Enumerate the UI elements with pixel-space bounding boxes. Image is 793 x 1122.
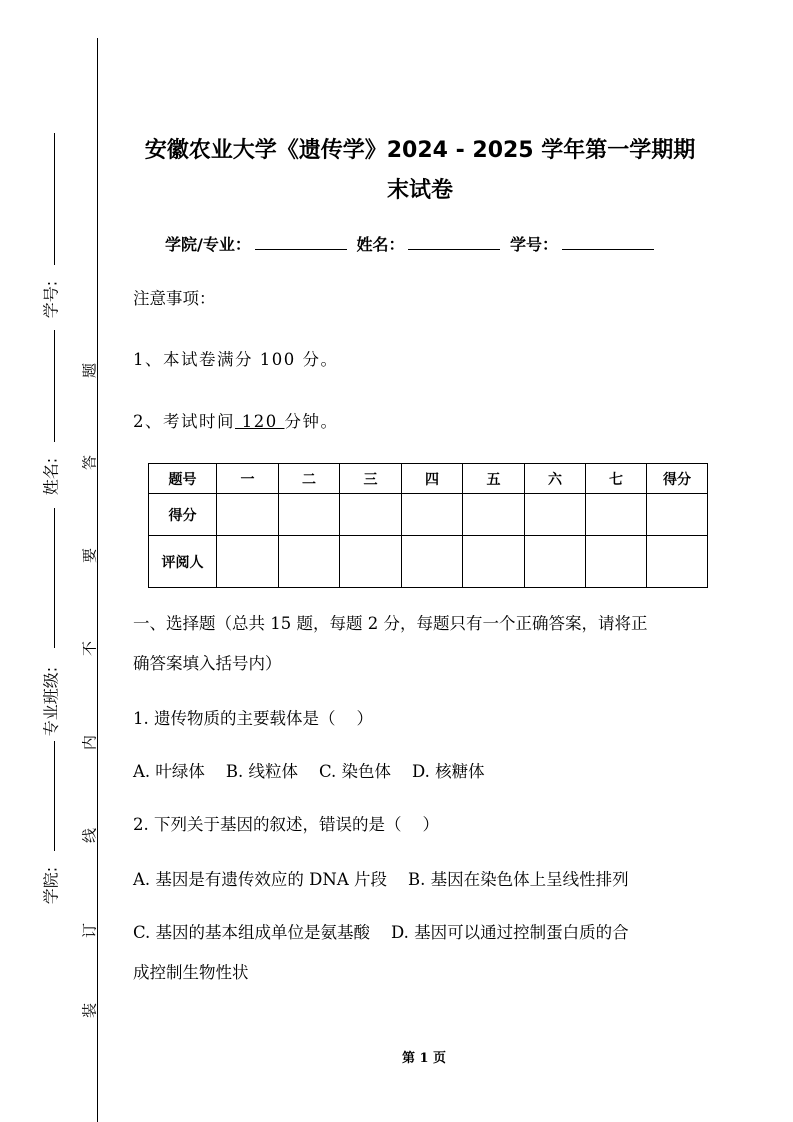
grader-cell	[279, 536, 340, 588]
grader-cell	[340, 536, 402, 588]
page-number: 第 1 页	[401, 1051, 447, 1066]
grader-cell	[525, 536, 586, 588]
exam-duration-value: 120	[235, 412, 285, 431]
table-header-cell: 三	[340, 464, 402, 494]
table-row	[149, 536, 708, 588]
student-id-label: 学号：	[510, 235, 559, 254]
table-header-cell: 七	[586, 464, 647, 494]
table-row	[149, 494, 708, 536]
question-2-stem: 2. 下列关于基因的叙述，错误的是（ ）	[133, 815, 439, 834]
score-cell	[463, 494, 525, 536]
section1-heading-line2: 确答案填入括号内）	[133, 654, 282, 673]
note-item-2-suffix: 分钟。	[284, 412, 339, 431]
note-item-2	[133, 408, 338, 432]
seal-char: 订	[80, 923, 99, 939]
table-header-cell: 五	[463, 464, 525, 494]
seal-char: 不	[80, 641, 99, 657]
row-label: 评阅人	[149, 536, 217, 588]
seal-char: 内	[80, 735, 99, 751]
seal-char: 线	[80, 828, 99, 844]
margin-college-label: 学院:	[41, 866, 61, 905]
name-field[interactable]	[408, 235, 500, 250]
table-header-cell: 一	[217, 464, 279, 494]
name-label: 姓名：	[356, 235, 405, 254]
grader-cell	[402, 536, 463, 588]
margin-student-id-label: 学号:	[41, 280, 61, 319]
score-cell	[647, 494, 708, 536]
score-cell	[586, 494, 647, 536]
table-header-cell: 六	[525, 464, 586, 494]
score-cell	[525, 494, 586, 536]
margin-name-label: 姓名:	[41, 457, 61, 496]
question-1-options: A. 叶绿体 B. 线粒体 C. 染色体 D. 核糖体	[133, 762, 485, 781]
student-id-field[interactable]	[562, 235, 654, 250]
table-header-cell: 四	[402, 464, 463, 494]
field-line	[54, 508, 55, 648]
table-header-cell: 题号	[149, 464, 217, 494]
field-line	[54, 330, 55, 442]
college-major-label: 学院/专业：	[165, 235, 251, 254]
field-line	[54, 741, 55, 851]
exam-title-line1: 安徽农业大学《遗传学》2024 - 2025 学年第一学期期	[144, 138, 696, 163]
seal-char: 装	[80, 1003, 99, 1019]
seal-char: 题	[80, 363, 99, 379]
score-table	[148, 463, 708, 588]
question-2-options-line2: C. 基因的基本组成单位是氨基酸 D. 基因可以通过控制蛋白质的合	[133, 923, 629, 942]
table-header-cell: 二	[279, 464, 340, 494]
score-cell	[340, 494, 402, 536]
college-major-field[interactable]	[255, 235, 347, 250]
question-2-options-line3: 成控制生物性状	[133, 963, 249, 982]
section1-heading-line1: 一、选择题（总共 15 题，每题 2 分，每题只有一个正确答案，请将正	[133, 614, 648, 633]
question-2-options-line1: A. 基因是有遗传效应的 DNA 片段 B. 基因在染色体上呈线性排列	[133, 870, 629, 889]
seal-char: 要	[80, 548, 99, 564]
grader-cell	[586, 536, 647, 588]
question-1-stem: 1. 遗传物质的主要载体是（ ）	[133, 709, 373, 728]
grader-cell	[647, 536, 708, 588]
note-item-2-prefix: 2、考试时间	[133, 412, 235, 431]
score-cell	[279, 494, 340, 536]
note-item-1: 1、本试卷满分 100 分。	[133, 350, 339, 369]
exam-title-line2: 末试卷	[386, 178, 453, 203]
grader-cell	[217, 536, 279, 588]
margin-major-class-label: 专业班级:	[41, 666, 61, 737]
notes-heading: 注意事项：	[133, 289, 216, 308]
row-label: 得分	[149, 494, 217, 536]
score-cell	[402, 494, 463, 536]
seal-char: 答	[80, 455, 99, 471]
grader-cell	[463, 536, 525, 588]
table-header-cell: 得分	[647, 464, 708, 494]
student-info-line	[165, 232, 658, 255]
score-cell	[217, 494, 279, 536]
